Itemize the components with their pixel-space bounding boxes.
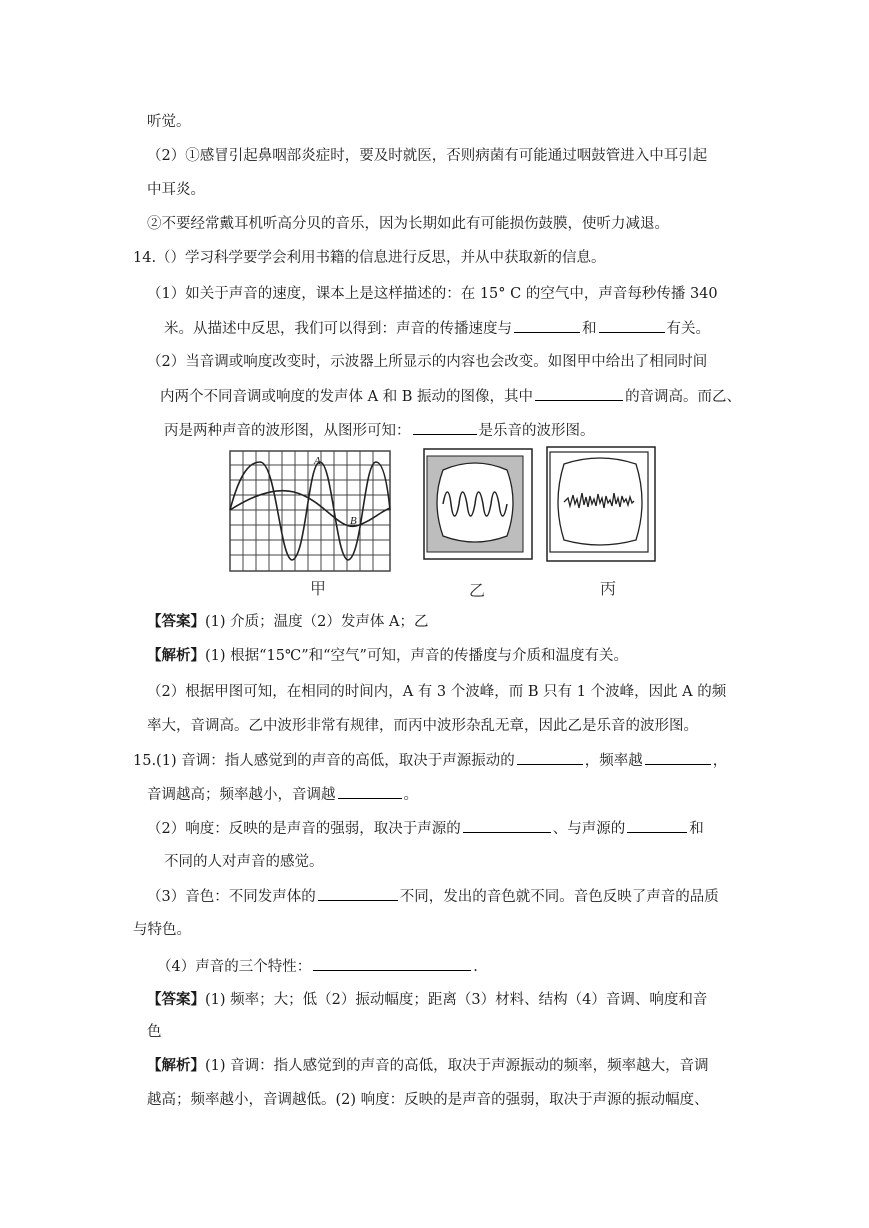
answer-blank <box>514 318 580 333</box>
text-fragment: 15.(1) 音调：指人感觉到的声音的高低，取决于声源振动的 <box>133 753 515 769</box>
answer-text: (1) 频率；大；低（2）振动幅度；距离（3）材料、结构（4）音调、响度和音 <box>205 992 708 1008</box>
analysis-line <box>147 646 628 666</box>
text-fragment: 的音调高。而乙、 <box>625 389 742 405</box>
text-fragment: 和 <box>582 321 597 337</box>
text-line <box>160 386 741 407</box>
text-fragment: 不同，发出的音色就不同。音色反映了声音的品质 <box>399 889 719 905</box>
text-line <box>147 818 704 839</box>
text-fragment: （2）响度：反映的是声音的强弱，取决于声源的 <box>147 821 461 837</box>
text-line: （2）当音调或响度改变时，示波器上所显示的内容也会改变。如图甲中给出了相同时间 <box>147 354 708 370</box>
analysis-tag: 【解析】 <box>147 1057 205 1074</box>
text-line: （1）如关于声音的速度，课本上是这样描述的：在 15° C 的空气中，声音每秒传播 340 <box>147 286 718 302</box>
analysis-line <box>147 1056 709 1076</box>
figure-caption-bing: 丙 <box>600 579 617 598</box>
text-line: （2）根据甲图可知，在相同的时间内，A 有 3 个波峰，而 B 只有 1 个波峰，因此 A 的频 <box>147 684 727 700</box>
analysis-tag: 【解析】 <box>147 647 205 664</box>
text-line <box>164 420 595 441</box>
waveform-figure-bing <box>546 446 656 562</box>
question-14: 14.（）学习科学要学会利用书籍的信息进行反思，并从中获取新的信息。 <box>133 250 606 266</box>
curve-label-a: A <box>314 455 321 467</box>
answer-tag: 【答案】 <box>147 991 205 1008</box>
answer-line <box>147 990 707 1010</box>
text-line <box>164 318 710 339</box>
text-line: 中耳炎。 <box>147 182 205 198</box>
text-line: （2）①感冒引起鼻咽部炎症时，要及时就医，否则病菌有可能通过咽鼓管进入中耳引起 <box>147 148 708 164</box>
figure-caption-jia: 甲 <box>310 579 327 598</box>
answer-blank <box>463 818 551 833</box>
answer-blank <box>645 750 711 765</box>
answer-blank <box>318 886 398 901</box>
text-fragment: 。 <box>403 787 418 803</box>
text-fragment: ， <box>712 753 728 769</box>
text-line: 不同的人对声音的感觉。 <box>164 854 324 870</box>
text-fragment: 和 <box>689 821 704 837</box>
text-line: 率大，音调高。乙中波形非常有规律，而丙中波形杂乱无章，因此乙是乐音的波形图。 <box>147 718 698 734</box>
answer-blank <box>535 386 623 401</box>
text-fragment: 米。从描述中反思，我们可以得到：声音的传播速度与 <box>164 321 512 337</box>
text-fragment: 是乐音的波形图。 <box>478 423 595 439</box>
answer-blank <box>627 818 687 833</box>
waveform-figure-yi <box>423 448 533 560</box>
text-line: 与特色。 <box>133 922 191 938</box>
text-fragment: （4）声音的三个特性： <box>157 959 312 975</box>
text-line: 越高；频率越小，音调越低。(2) 响度：反映的是声音的强弱，取决于声源的振动幅度、 <box>147 1092 709 1108</box>
text-fragment: 丙是两种声音的波形图，从图形可知： <box>164 423 411 439</box>
text-fragment: 音调越高；频率越小，音调越 <box>147 787 336 803</box>
answer-tag: 【答案】 <box>147 613 205 630</box>
question-15 <box>133 750 727 771</box>
answer-blank <box>599 318 665 333</box>
text-fragment: 内两个不同音调或响度的发声体 A 和 B 振动的图像，其中 <box>160 389 534 405</box>
text-line: ②不要经常戴耳机听高分贝的音乐，因为长期如此有可能损伤鼓膜，使听力减退。 <box>147 216 669 232</box>
text-fragment: . <box>473 959 478 975</box>
figure-caption-yi: 乙 <box>469 581 486 600</box>
answer-blank <box>338 784 402 799</box>
text-line <box>147 886 719 907</box>
analysis-text: (1) 音调：指人感觉到的声音的高低，取决于声源振动的频率，频率越大，音调 <box>205 1058 709 1074</box>
analysis-text: (1) 根据“15℃”和“空气”可知，声音的传播度与介质和温度有关。 <box>205 648 628 664</box>
text-fragment: 有关。 <box>666 321 710 337</box>
text-line <box>157 956 478 977</box>
answer-blank <box>517 750 583 765</box>
text-fragment: 、与声源的 <box>552 821 626 837</box>
curve-label-b: B <box>350 515 357 527</box>
text-line <box>147 784 418 805</box>
answer-blank <box>313 956 471 971</box>
answer-text: (1) 介质；温度（2）发声体 A；乙 <box>205 614 429 630</box>
text-fragment: ，频率越 <box>584 753 643 769</box>
answer-blank <box>413 420 477 435</box>
text-fragment: （3）音色：不同发声体的 <box>147 889 316 905</box>
text-line: 听觉。 <box>147 114 191 130</box>
answer-line <box>147 612 428 632</box>
text-line: 色 <box>147 1024 162 1040</box>
